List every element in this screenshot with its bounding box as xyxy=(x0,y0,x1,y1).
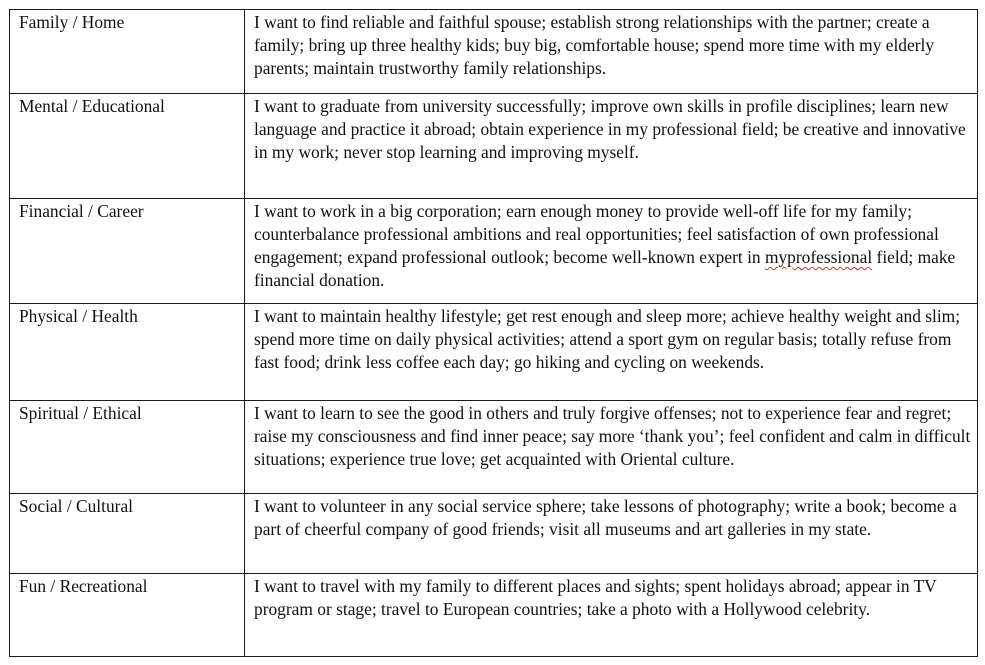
category-cell: Financial / Career xyxy=(10,199,245,304)
description-text: I want to work in a big corporation; earn enough money to provide well-off life for my family; counterbalance professional ambitions and real opportunities; feel satisfaction of own professional engagement; expand professional outlook; become well-known expert in xyxy=(254,201,939,267)
description-cell: I want to find reliable and faithful spouse; establish strong relationships with the partner; create a family; bring up three healthy kids; buy big, comfortable house; spend more time with my elderly parents; maintain trustworthy family relationships. xyxy=(245,10,978,94)
description-cell: I want to graduate from university successfully; improve own skills in profile disciplines; learn new language and practice it abroad; obtain experience in my professional field; be creative and innovative in my work; never stop learning and improving myself. xyxy=(245,94,978,199)
misspelled-word: myprofessional xyxy=(764,247,873,267)
table-row xyxy=(10,494,978,574)
category-cell: Social / Cultural xyxy=(10,494,245,574)
description-cell: I want to maintain healthy lifestyle; get rest enough and sleep more; achieve healthy weight and slim; spend more time on daily physical activities; attend a sport gym on regular basis; totally refuse from fast food; drink less coffee each day; go hiking and cycling on weekends. xyxy=(245,304,978,401)
description-cell: I want to volunteer in any social service sphere; take lessons of photography; write a book; become a part of cheerful company of good friends; visit all museums and art galleries in my state. xyxy=(245,494,978,574)
description-cell: I want to travel with my family to different places and sights; spent holidays abroad; appear in TV program or stage; travel to European countries; take a photo with a Hollywood celebrity. xyxy=(245,574,978,657)
goals-table xyxy=(9,9,978,657)
table-row xyxy=(10,94,978,199)
table-row xyxy=(10,401,978,494)
description-cell xyxy=(245,199,978,304)
category-cell: Mental / Educational xyxy=(10,94,245,199)
description-text: field; make financial donation. xyxy=(254,247,956,290)
category-cell: Fun / Recreational xyxy=(10,574,245,657)
table-row xyxy=(10,199,978,304)
table-row xyxy=(10,304,978,401)
category-cell: Spiritual / Ethical xyxy=(10,401,245,494)
table-row xyxy=(10,10,978,94)
category-cell: Physical / Health xyxy=(10,304,245,401)
table-row xyxy=(10,574,978,657)
description-cell: I want to learn to see the good in others and truly forgive offenses; not to experience fear and regret; raise my consciousness and find inner peace; say more ‘thank you’; feel confident and calm in difficult situations; experience true love; get acquainted with Oriental culture. xyxy=(245,401,978,494)
category-cell: Family / Home xyxy=(10,10,245,94)
